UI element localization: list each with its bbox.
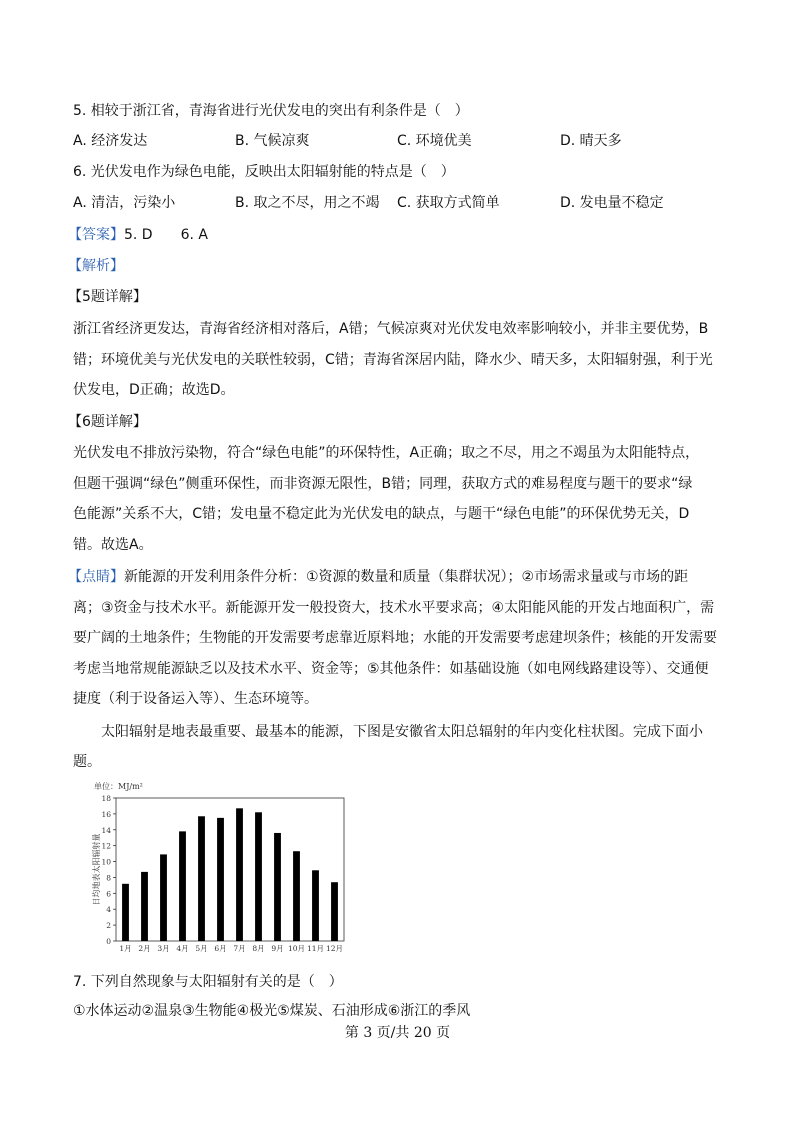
x-tick-label: 9月 [271,944,284,953]
detail-5-tag: 【5题详解】 [68,289,147,305]
question-7-items: ①水体运动②温泉③生物能④极光⑤煤炭、石油形成⑥浙江的季风 [73,1003,471,1019]
x-tick-label: 12月 [325,944,344,953]
chart-bar [236,808,243,941]
y-tick-label: 12 [101,841,111,851]
solar-radiation-bar-chart [90,778,350,960]
intro-line: 太阳辐射是地表最重要、最基本的能源，下图是安徽省太阳总辐射的年内变化柱状图。完成下面小 [101,724,703,740]
x-tick-label: 3月 [157,944,170,953]
x-tick-label: 2月 [138,944,151,953]
page-footer: 第 3 页/共 20 页 [344,1025,451,1041]
point-body [68,567,718,720]
x-tick-label: 8月 [252,944,265,953]
x-tick-label: 4月 [176,944,189,953]
y-tick-label: 16 [101,809,111,819]
detail-5-line: 浙江省经济更发达，青海省经济相对落后，A错；气候凉爽对光伏发电效率影响较小，并非主要优势，B [73,321,709,337]
y-tick-label: 18 [101,794,111,803]
chart-y-axis-label: 日均地表太阳辐射量 [92,833,101,906]
chart-bar [217,818,224,941]
point-line: 要广阔的土地条件；生物能的开发需要考虑靠近原料地；水能的开发需要考虑建坝条件；核能的开发需要 [73,630,717,646]
q5-option-b: B. 气候凉爽 [235,133,310,149]
x-tick-label: 1月 [119,944,132,953]
point-tag: 【点睛】 [68,569,124,585]
chart-bar [255,812,262,941]
q6-option-d: D. 发电量不稳定 [560,195,664,211]
chart-bar [141,872,148,941]
q5-option-a: A. 经济发达 [73,133,148,149]
chart-bars [122,808,338,941]
x-tick-label: 10月 [287,944,306,953]
detail-6-tag: 【6题详解】 [68,414,147,430]
y-tick-label: 2 [106,921,111,931]
point-line [68,567,718,598]
detail-6-line: 错。故选A。 [73,536,153,553]
question-6-stem: 6. 光伏发电作为绿色电能，反映出太阳辐射能的特点是（ ） [73,164,455,180]
chart-bar [293,851,300,941]
y-tick-label: 4 [106,905,111,915]
answer-line [68,225,725,245]
chart-bar [274,833,281,941]
q6-option-c: C. 获取方式简单 [397,195,500,211]
chart-bar [122,884,129,941]
y-tick-label: 8 [106,873,111,883]
chart-bar [160,854,167,941]
detail-6-line: 但题干强调“绿色”侧重环保性，而非资源无限性，B错；同理，获取方式的难易程度与题干的要求“绿 [73,475,693,492]
detail-6-body [73,443,723,565]
x-tick-label: 6月 [214,944,227,953]
y-tick-label: 10 [101,857,111,867]
point-line-text: 新能源的开发利用条件分析：①资源的数量和质量（集群状况）；②市场需求量或与市场的距 [124,569,689,585]
x-tick-label: 5月 [195,944,208,953]
y-tick-label: 0 [106,937,111,946]
q6-option-a: A. 清洁，污染小 [73,195,176,211]
chart-unit-label: 单位：MJ/m² [94,782,143,791]
chart-y-ticks [101,794,116,946]
question-7-stem: 7. 下列自然现象与太阳辐射有关的是（ ） [73,974,343,990]
answer-text: 5. D 6. A [124,227,208,243]
chart-plot-frame [116,798,344,941]
point-line: 离；③资金与技术水平。新能源开发一般投资大，技术水平要求高；④太阳能风能的开发占地面积广，需 [73,599,715,616]
y-tick-label: 6 [106,889,111,899]
point-line: 捷度（利于设备运入等）、生态环境等。 [73,691,318,707]
detail-6-line: 光伏发电不排放污染物，符合“绿色电能”的环保特性，A正确；取之不尽，用之不竭虽为太阳能特点， [73,445,700,461]
detail-6-line: 色能源”关系不大，C错；发电量不稳定此为光伏发电的缺点，与题干“绿色电能”的环保优势无关，D [73,506,690,522]
x-tick-label: 7月 [233,944,246,953]
detail-5-line: 错；环境优美与光伏发电的关联性较弱，C错；青海省深居内陆，降水少、晴天多，太阳辐射强，利于光 [73,351,713,368]
detail-5-line: 伏发电，D正确；故选D。 [73,382,235,398]
chart-x-ticks [119,944,343,953]
detail-5-body [73,319,723,411]
point-line: 考虑当地常规能源缺乏以及技术水平、资金等；⑤其他条件：如基础设施（如电网线路建设等）、交通便 [73,660,709,677]
chart-bar [198,816,205,941]
q5-option-d: D. 晴天多 [560,133,622,149]
chart-bar [331,882,338,941]
q6-option-b: B. 取之不尽，用之不竭 [235,195,380,211]
chart-bar [179,831,186,941]
question-5-stem: 5. 相较于浙江省，青海省进行光伏发电的突出有利条件是（ ） [73,103,469,119]
x-tick-label: 11月 [306,944,325,953]
answer-tag: 【答案】 [68,227,124,243]
analysis-tag: 【解析】 [68,258,124,274]
y-tick-label: 14 [101,825,111,835]
chart-bar [312,870,319,941]
q5-option-c: C. 环境优美 [397,133,472,149]
intro-line: 题。 [73,754,101,770]
chart-axes [116,798,344,941]
